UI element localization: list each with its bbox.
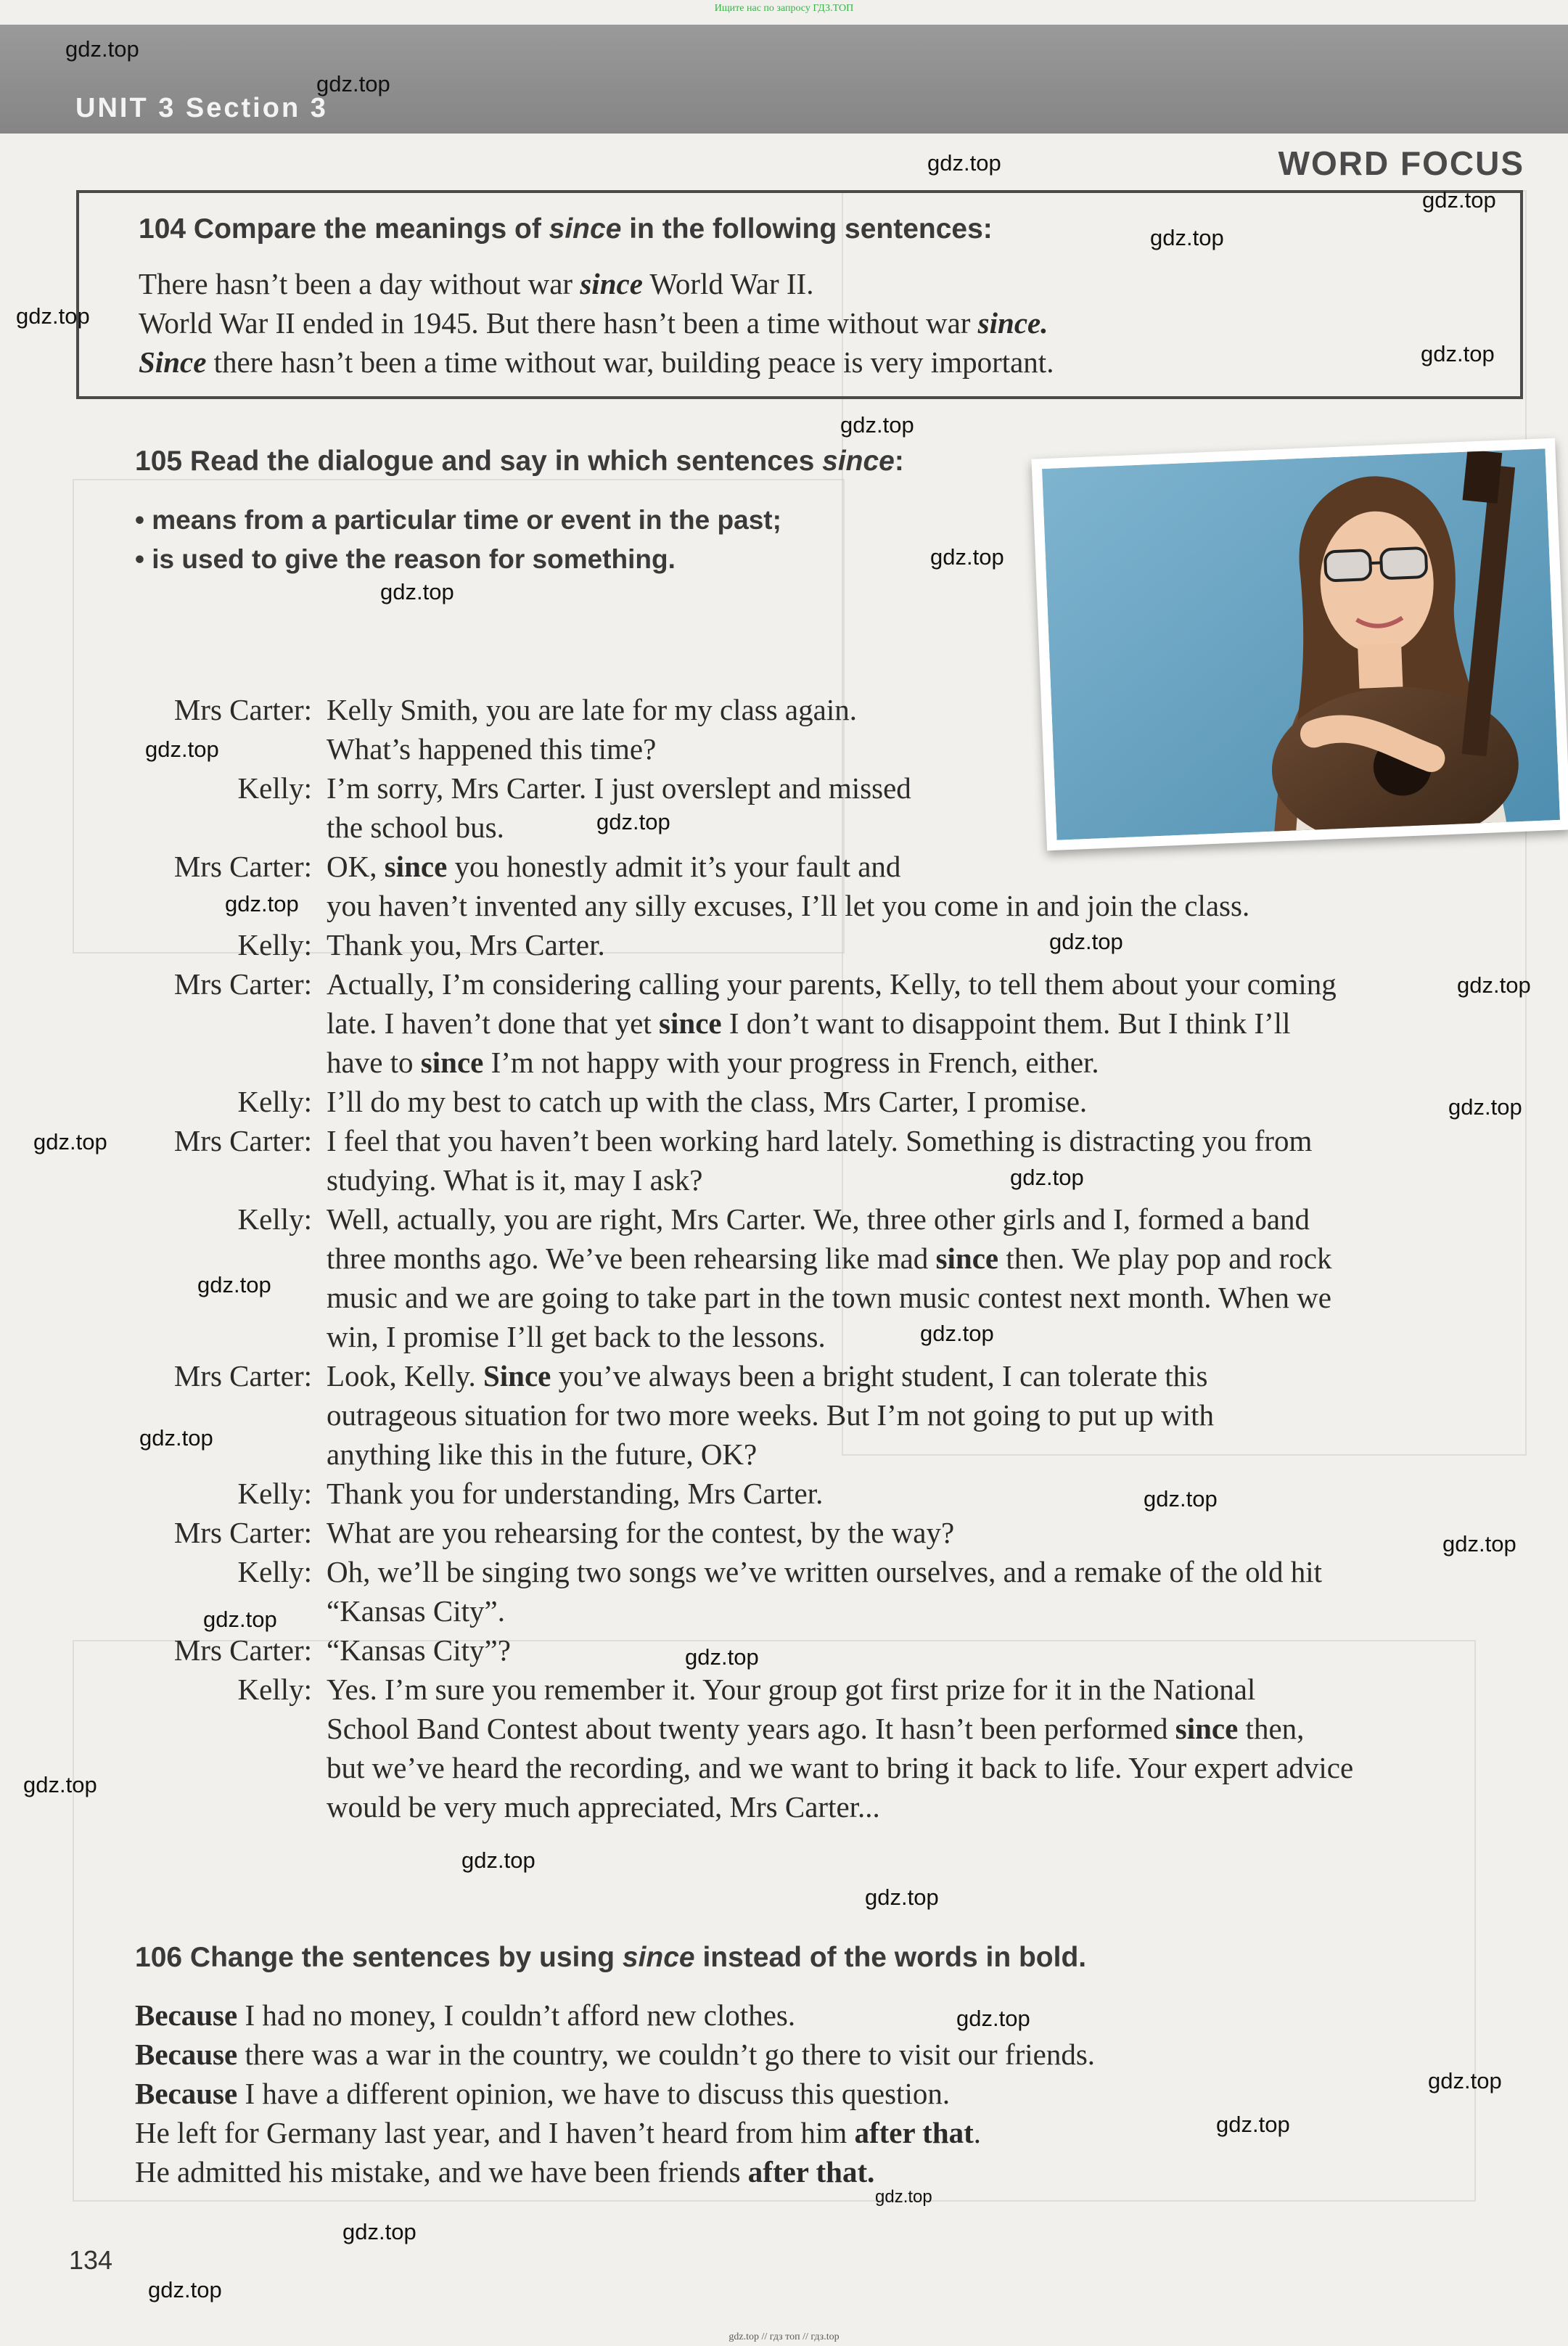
dialogue-text [327,1199,1487,1239]
dialogue-text [327,729,1487,768]
exercise-106-sentences [135,1996,1095,2191]
speaker-name: Mrs Carter: [173,693,312,726]
text-run: three months ago. We’ve been rehearsing like mad [327,1242,936,1275]
text-run: in the following sentences: [621,213,993,245]
text-run: music and we are going to take part in the town music contest next month. When we [327,1281,1331,1314]
top-note: Ищите нас по запросу ГДЗ.ТОП [714,3,854,14]
text-segment: since [580,267,643,300]
dialogue-text [327,1513,1487,1552]
dialogue-line [135,1043,1514,1082]
sentence-line [139,264,1054,303]
watermark: gdz.top [461,1847,535,1873]
dialogue-text [327,808,1487,847]
speaker-name [135,1787,327,1826]
dialogue-text [327,847,1487,886]
speaker-name: Kelly: [237,1477,312,1510]
dialogue-text [327,690,1487,729]
watermark: gdz.top [1428,2068,1502,2093]
text-run [139,345,206,379]
dialogue-text [327,1043,1487,1082]
text-run: I’m not happy with your progress in French, either. [483,1046,1099,1079]
text-run: Thank you for understanding, Mrs Carter. [327,1477,824,1510]
dialogue-line [135,964,1514,1004]
text-run: Since [483,1359,551,1393]
text-run: studying. What is it, may I ask? [327,1163,703,1197]
sentence-line [139,343,1054,382]
text-run: there hasn’t been a time without war, building peace is very important. [206,345,1054,379]
text-run: I had no money, I couldn’t afford new clothes. [237,1998,796,2032]
text-run: I have a different opinion, we have to discuss this question. [237,2077,951,2110]
text-segment: Since [139,345,207,379]
dialogue-line [135,1709,1514,1748]
dialogue-text [327,1787,1487,1826]
watermark: gdz.top [920,1321,994,1346]
text-run: after that [854,2116,974,2149]
watermark: gdz.top [1448,1094,1522,1120]
bottom-note: gdz.top // гдз топ // гдз.top [728,2331,840,2342]
text-run: Thank you, Mrs Carter. [327,928,605,961]
text-run: Oh, we’ll be singing two songs we’ve written ourselves, and a remake of the old hit [327,1555,1323,1588]
text-run: There hasn’t been a day without war [139,267,580,300]
dialogue-text [327,1435,1487,1474]
dialogue-line [135,1591,1514,1631]
sentence-line [135,2035,1095,2074]
text-run: Well, actually, you are right, Mrs Carter. We, three other girls and I, formed a band [327,1202,1310,1236]
dialogue-line [135,1004,1514,1043]
text-run: Kelly Smith, you are late for my class again. [327,693,857,726]
text-run: outrageous situation for two more weeks. But I’m not going to put up with [327,1398,1215,1432]
exercise-105-bullets [135,501,781,579]
dialogue-text [327,1121,1487,1160]
exercise-106-title [135,1942,1086,1974]
page-number: 134 [69,2245,113,2275]
dialogue-text [327,1356,1487,1395]
watermark: gdz.top [1422,187,1496,213]
watermark: gdz.top [380,579,454,604]
watermark: gdz.top [596,809,670,834]
text-run [978,306,1048,340]
text-run: late. I haven’t done that yet [327,1006,660,1040]
dialogue-line [135,1670,1514,1709]
text-run: OK, [327,850,385,883]
text-run: Because [135,2038,238,2071]
watermark: gdz.top [840,412,914,438]
text-run: since [549,213,622,245]
watermark: gdz.top [1421,341,1495,366]
dialogue-text [327,1552,1487,1591]
dialogue-text [327,1004,1487,1043]
text-run: “Kansas City”? [327,1633,511,1667]
watermark: gdz.top [197,1272,271,1297]
text-run: win, I promise I’ll get back to the lessons. [327,1320,826,1353]
watermark: gdz.top [956,2006,1030,2031]
watermark: gdz.top [225,891,299,916]
unit-label: UNIT 3 Section 3 [75,93,328,123]
speaker-name: Kelly: [237,1085,312,1118]
text-run: since [1175,1712,1239,1745]
dialogue-line [135,690,1514,729]
dialogue-text [327,1317,1487,1356]
watermark: gdz.top [342,2219,416,2244]
text-run: 105 Read the dialogue and say in which sentences [135,446,823,477]
text-run: would be very much appreciated, Mrs Carter... [327,1790,880,1824]
dialogue-line [135,1239,1514,1278]
dialogue-line [135,1199,1514,1239]
watermark: gdz.top [685,1644,759,1670]
text-run: then. We play pop and rock [998,1242,1332,1275]
text-run: School Band Contest about twenty years ago. It hasn’t been performed [327,1712,1175,1745]
text-run: since [822,446,895,477]
speaker-name: Mrs Carter: [173,850,312,883]
watermark: gdz.top [1457,972,1531,998]
dialogue-line [135,1082,1514,1121]
speaker-name: Kelly: [237,1673,312,1706]
text-run: : [894,446,904,477]
dialogue-text [327,1670,1487,1709]
text-run: I don’t want to disappoint them. But I think I’ll [721,1006,1291,1040]
text-run: Yes. I’m sure you remember it. Your group got first prize for it in the National [327,1673,1256,1706]
dialogue-line [135,729,1514,768]
text-run: then, [1238,1712,1305,1745]
text-run: Look, Kelly. [327,1359,483,1393]
text-run: I feel that you haven’t been working hard lately. Something is distracting you from [327,1124,1313,1157]
dialogue-line [135,1121,1514,1160]
text-run [580,267,643,300]
text-run: have to [327,1046,421,1079]
watermark: gdz.top [865,1884,939,1910]
dialogue-text [327,1278,1487,1317]
dialogue-line [135,1317,1514,1356]
dialogue-line [135,1631,1514,1670]
word-focus-heading: WORD FOCUS [1278,144,1524,182]
text-run: “Kansas City”. [327,1594,505,1628]
dialogue-line [135,1748,1514,1787]
bullet-item: • is used to give the reason for something. [135,540,781,579]
watermark: gdz.top [16,303,90,329]
dialogue-line [135,1356,1514,1395]
watermark: gdz.top [203,1607,277,1632]
watermark: gdz.top [875,2187,932,2207]
speaker-name: Mrs Carter: [173,967,312,1001]
dialogue-text [327,925,1487,964]
speaker-name [135,808,327,847]
sentence-line [139,303,1054,343]
text-run: anything like this in the future, OK? [327,1437,758,1471]
speaker-name: Kelly: [237,928,312,961]
text-run: since [659,1006,722,1040]
dialogue-line [135,1395,1514,1435]
dialogue-line [135,1513,1514,1552]
text-run: since [622,1942,695,1973]
dialogue-text [327,886,1487,925]
text-run: the school bus. [327,811,504,844]
sentence-line [135,2113,1095,2152]
text-run: 106 Change the sentences by using [135,1942,623,1973]
speaker-name: Kelly: [237,771,312,805]
dialogue-text [327,1748,1487,1787]
speaker-name [135,1748,327,1787]
dialogue-line [135,1160,1514,1199]
text-run: instead of the words in bold. [694,1942,1087,1973]
speaker-name [135,1043,327,1082]
dialogue-line [135,847,1514,886]
dialogue-text [327,1160,1487,1199]
watermark: gdz.top [33,1129,107,1154]
watermark: gdz.top [1010,1165,1084,1190]
watermark: gdz.top [1442,1531,1516,1557]
watermark: gdz.top [65,36,139,62]
bullet-item: • means from a particular time or event in the past; [135,501,781,540]
dialogue [135,690,1514,1826]
dialogue-text [327,1709,1487,1748]
text-run: . [973,2116,982,2149]
dialogue-text [327,964,1487,1004]
speaker-name: Mrs Carter: [173,1359,312,1393]
dialogue-text [327,1239,1487,1278]
watermark: gdz.top [23,1772,97,1797]
text-run: after that. [747,2155,875,2189]
text-run: since [935,1242,999,1275]
text-run: What are you rehearsing for the contest, by the way? [327,1516,955,1549]
dialogue-line [135,1787,1514,1826]
dialogue-text [327,1474,1487,1513]
text-run: I’ll do my best to catch up with the class, Mrs Carter, I promise. [327,1085,1088,1118]
watermark: gdz.top [1216,2112,1290,2137]
text-run: you honestly admit it’s your fault and [447,850,901,883]
text-run: 104 Compare the meanings of [139,213,549,245]
watermark: gdz.top [1049,929,1123,954]
text-run: but we’ve heard the recording, and we want to bring it back to life. Your expert advice [327,1751,1354,1784]
speaker-name: Kelly: [237,1202,312,1236]
speaker-name: Mrs Carter: [173,1633,312,1667]
dialogue-line [135,1435,1514,1474]
text-run: Because [135,1998,238,2032]
watermark: gdz.top [139,1425,213,1451]
watermark: gdz.top [316,71,390,97]
speaker-name [135,1317,327,1356]
watermark: gdz.top [930,544,1004,570]
dialogue-line [135,925,1514,964]
watermark: gdz.top [1144,1486,1218,1512]
text-run: World War II ended in 1945. But there hasn’t been a time without war [139,306,978,340]
text-run: Because [135,2077,238,2110]
speaker-name [135,1709,327,1748]
dialogue-line [135,1552,1514,1591]
text-segment: since. [977,306,1048,340]
dialogue-line [135,768,1514,808]
text-run: you’ve always been a bright student, I can tolerate this [551,1359,1208,1393]
exercise-104-title [139,213,993,245]
dialogue-line [135,1278,1514,1317]
dialogue-line [135,1474,1514,1513]
sentence-line [135,1996,1095,2035]
exercise-104-sentences [139,264,1054,382]
watermark: gdz.top [145,737,219,762]
exercise-104-box [76,190,1523,399]
text-run: He left for Germany last year, and I haven’t heard from him [135,2116,855,2149]
dialogue-text [327,1631,1487,1670]
text-run: I’m sorry, Mrs Carter. I just overslept and missed [327,771,911,805]
speaker-name [135,1160,327,1199]
sentence-line [135,2152,1095,2191]
speaker-name: Mrs Carter: [173,1124,312,1157]
watermark: gdz.top [148,2277,222,2302]
speaker-name: Kelly: [237,1555,312,1588]
text-run: What’s happened this time? [327,732,657,766]
dialogue-text [327,1591,1487,1631]
dialogue-text [327,1082,1487,1121]
dialogue-line [135,808,1514,847]
sentence-line [135,2074,1095,2113]
text-run: World War II. [642,267,814,300]
speaker-name [135,1004,327,1043]
watermark: gdz.top [927,150,1001,176]
dialogue-text [327,768,1487,808]
text-run: since [384,850,448,883]
text-run: since [420,1046,484,1079]
speaker-name: Mrs Carter: [173,1516,312,1549]
dialogue-text [327,1395,1487,1435]
text-run: Actually, I’m considering calling your parents, Kelly, to tell them about your coming [327,967,1337,1001]
watermark: gdz.top [1150,225,1224,250]
exercise-105-title [135,446,904,477]
dialogue-line [135,886,1514,925]
text-run: He admitted his mistake, and we have been friends [135,2155,748,2189]
text-run: you haven’t invented any silly excuses, I’ll let you come in and join the class. [327,889,1250,922]
text-run: there was a war in the country, we couldn’t go there to visit our friends. [237,2038,1096,2071]
